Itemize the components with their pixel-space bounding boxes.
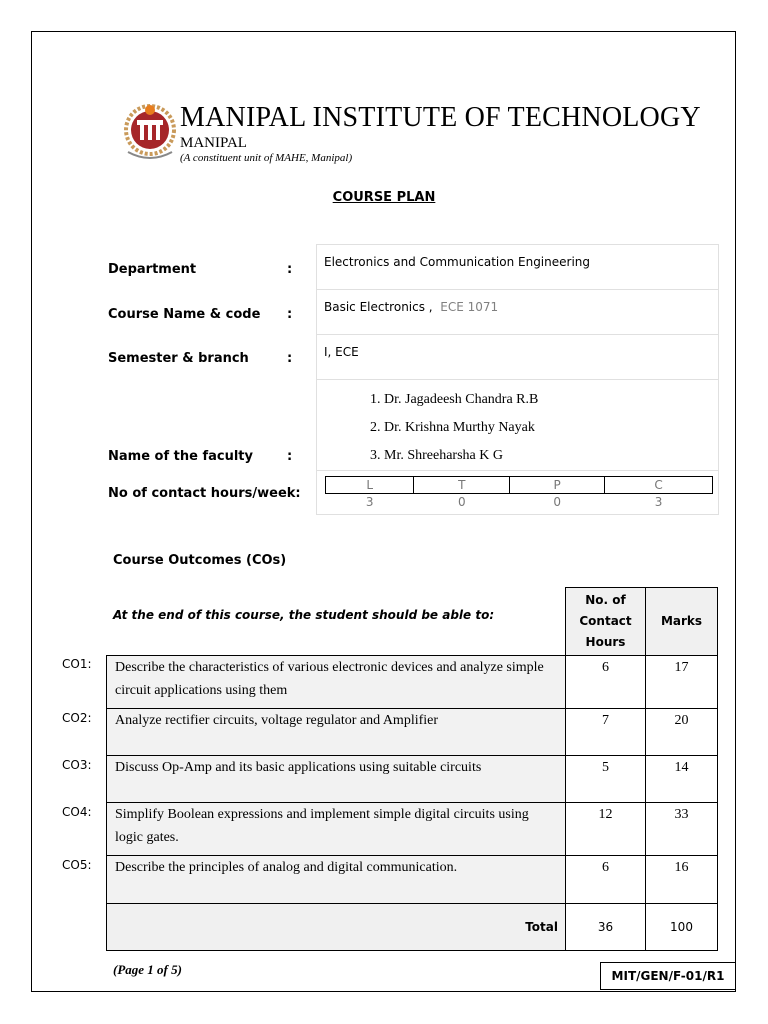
course-label: Course Name & code (108, 307, 261, 322)
faculty-box (316, 379, 719, 471)
col-hours-line: Contact (579, 614, 632, 628)
faculty-member: 1. Dr. Jagadeesh Chandra R.B (370, 392, 539, 407)
course-colon: : (287, 307, 293, 322)
ltpc-value-p: 0 (553, 495, 561, 509)
institute-logo (120, 100, 701, 172)
total-marks: 100 (646, 904, 718, 951)
co-hours: 12 (566, 803, 646, 856)
outcomes-table (106, 587, 718, 951)
co-marks: 17 (646, 656, 718, 709)
course-name: Basic Electronics , (324, 300, 433, 314)
page-number: (Page 1 of 5) (113, 962, 182, 977)
faculty-label: Name of the faculty (108, 449, 253, 464)
institute-subtitle: (A constituent unit of MAHE, Manipal) (180, 152, 353, 164)
co-description: Describe the characteristics of various electronic devices and analyze simple circuit applications using them (107, 656, 566, 709)
ltpc-header-l: L (326, 477, 414, 494)
co-description: Discuss Op-Amp and its basic applications using suitable circuits (107, 756, 566, 803)
department-colon: : (287, 262, 293, 277)
col-marks-header: Marks (646, 588, 718, 656)
total-label: Total (107, 904, 566, 951)
ltpc-header-c: C (605, 477, 713, 494)
table-row (107, 856, 718, 904)
institute-name: MANIPAL INSTITUTE OF TECHNOLOGY (180, 102, 701, 133)
table-row (107, 656, 718, 709)
ltpc-value-t: 0 (457, 495, 466, 509)
department-label: Department (108, 262, 197, 277)
ltpc-value-l: 3 (365, 495, 374, 509)
co-marks: 16 (646, 856, 718, 904)
department-value: Electronics and Communication Engineering (324, 255, 591, 269)
form-code: MIT/GEN/F-01/R1 (600, 962, 736, 990)
co-marks: 20 (646, 709, 718, 756)
semester-label: Semester & branch (108, 351, 249, 366)
manipal-emblem-icon (120, 100, 180, 170)
institute-city: MANIPAL (180, 135, 247, 151)
total-row (107, 904, 718, 951)
doc-title: COURSE PLAN (332, 190, 436, 205)
table-row (107, 756, 718, 803)
course-value (324, 300, 498, 314)
semester-colon: : (287, 351, 293, 366)
total-hours: 36 (566, 904, 646, 951)
co-hours: 6 (566, 656, 646, 709)
faculty-member: 3. Mr. Shreeharsha K G (370, 448, 503, 463)
department-box (316, 244, 719, 290)
co-description: Analyze rectifier circuits, voltage regulator and Amplifier (107, 709, 566, 756)
co-label: CO3: (62, 758, 92, 772)
co-label: CO4: (62, 805, 92, 819)
ltpc-value-c: 3 (654, 495, 663, 509)
outcomes-intro: At the end of this course, the student should be able to: (113, 608, 495, 622)
faculty-list (370, 386, 538, 470)
co-marks: 33 (646, 803, 718, 856)
col-hours-line: No. of (585, 593, 626, 607)
co-marks: 14 (646, 756, 718, 803)
co-hours: 5 (566, 756, 646, 803)
co-label: CO5: (62, 858, 92, 872)
semester-box (316, 334, 719, 380)
semester-value: I, ECE (324, 345, 359, 359)
co-hours: 6 (566, 856, 646, 904)
table-row (107, 803, 718, 856)
ltpc-table (325, 476, 713, 510)
col-hours-line: Hours (585, 635, 626, 649)
table-row (107, 709, 718, 756)
faculty-colon: : (287, 449, 293, 464)
col-hours-header (566, 588, 646, 656)
ltpc-header-t: T (414, 477, 510, 494)
ltpc-header-p: P (510, 477, 605, 494)
co-description: Describe the principles of analog and digital communication. (107, 856, 566, 904)
course-code: ECE 1071 (440, 300, 499, 314)
co-label: CO2: (62, 711, 92, 725)
faculty-member: 2. Dr. Krishna Murthy Nayak (370, 420, 535, 435)
contact-hours-label: No of contact hours/week: (108, 486, 301, 501)
contact-hours-box (316, 471, 719, 515)
outcomes-title: Course Outcomes (COs) (113, 553, 287, 568)
co-label: CO1: (62, 657, 92, 671)
co-description: Simplify Boolean expressions and implement simple digital circuits using logic gates. (107, 803, 566, 856)
course-box (316, 289, 719, 335)
co-hours: 7 (566, 709, 646, 756)
